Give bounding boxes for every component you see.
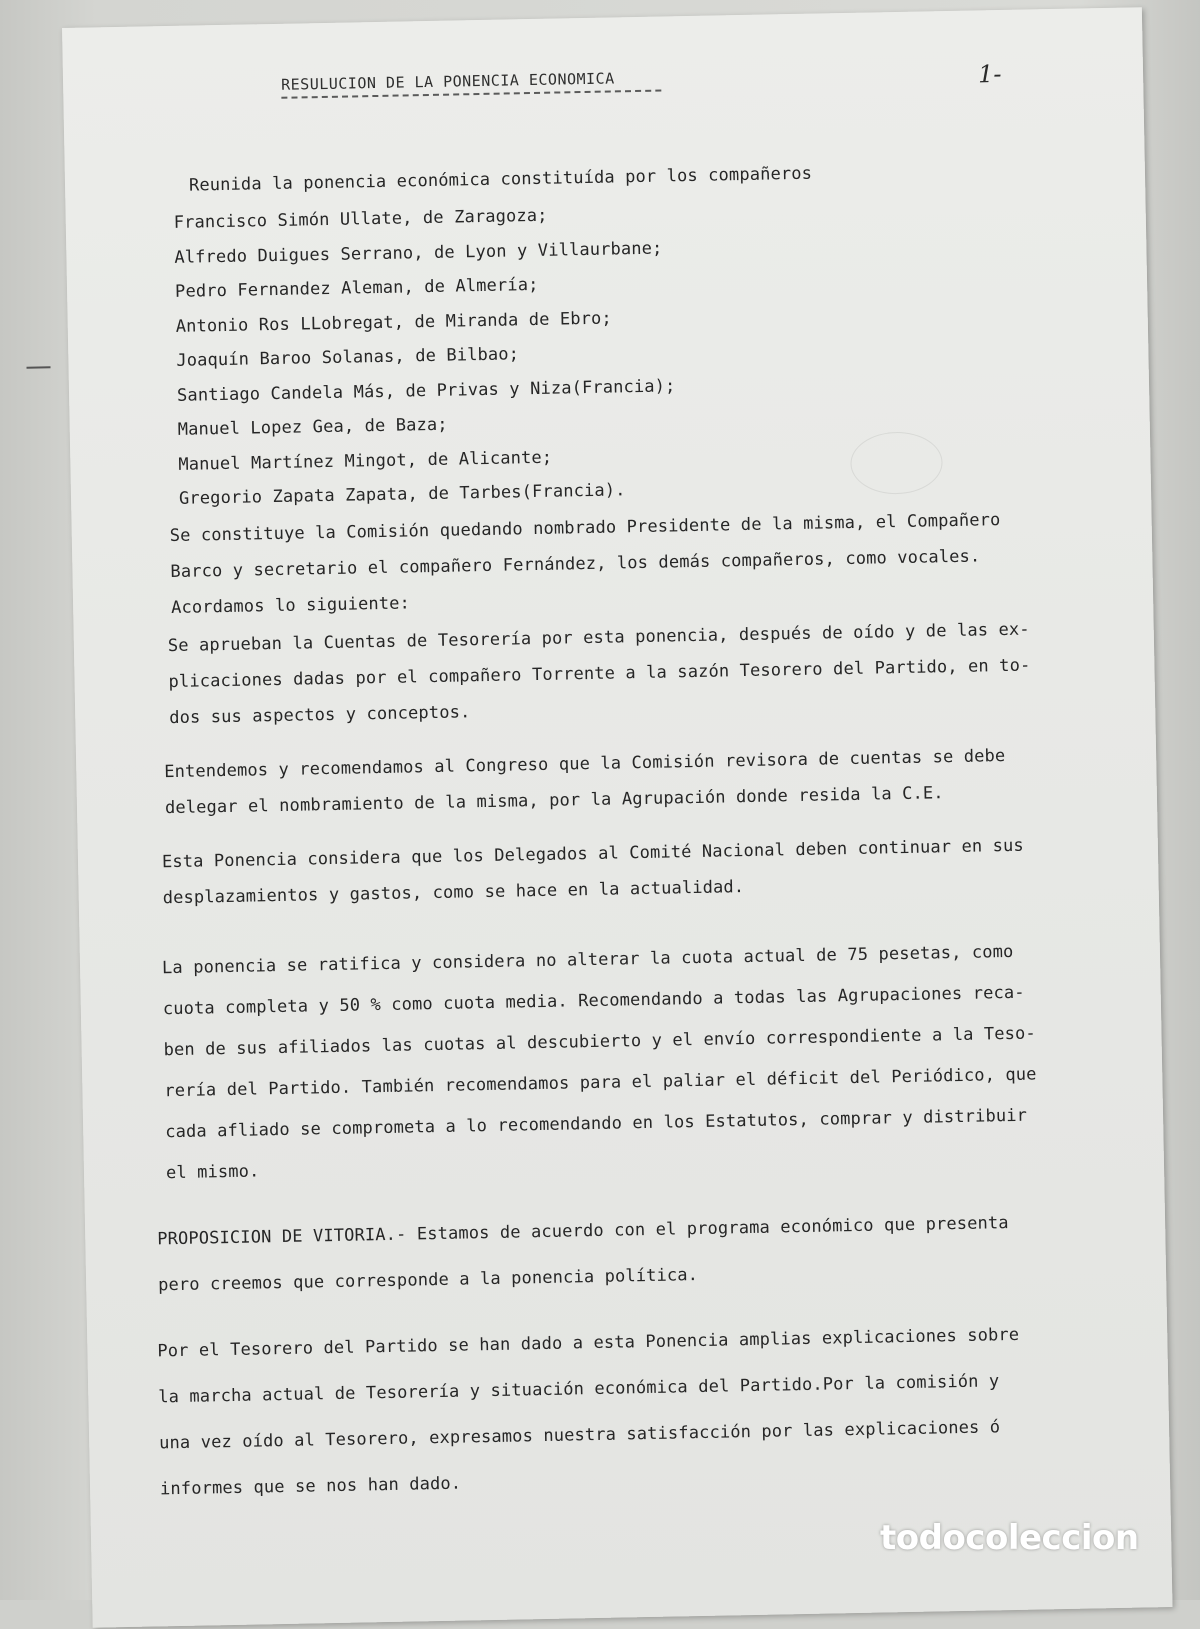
paragraph-line: Se aprueban la Cuentas de Tesorería por esta ponencia, después de oído y de las ex- — [167, 619, 1030, 657]
paragraph-line: ben de sus afiliados las cuotas al descubierto y el envío correspondiente a la Teso- — [163, 1023, 1037, 1061]
paragraph-line: una vez oído al Tesorero, expresamos nuestra satisfacción por las explicaciones ó — [158, 1417, 1001, 1454]
member-item: Alfredo Duigues Serrano, de Lyon y Villaurbane; — [174, 238, 663, 268]
paragraph-line: desplazamientos y gastos, como se hace en la actualidad. — [162, 877, 745, 909]
member-item: Gregorio Zapata Zapata, de Tarbes(Francia). — [178, 480, 626, 509]
member-item: Santiago Candela Más, de Privas y Niza(Francia); — [176, 375, 676, 406]
delegates-paragraph — [162, 828, 1025, 917]
paragraph-line: el mismo. — [165, 1161, 260, 1184]
document-page — [62, 7, 1173, 1627]
members-list — [173, 196, 677, 516]
paragraph-line: plicaciones dadas por el compañero Torrente a la sazón Tesorero del Partido, en to- — [168, 655, 1031, 693]
paragraph-line: pero creemos que corresponde a la ponencia política. — [157, 1265, 699, 1296]
paragraph-line: La ponencia se ratifica y considera no alterar la cuota actual de 75 pesetas, como — [161, 941, 1014, 979]
review-commission-paragraph — [164, 738, 1006, 826]
treasurer-paragraph — [157, 1312, 1022, 1513]
paragraph-line: Se constituye la Comisión quedando nombrado Presidente de la misma, el Compañero — [169, 510, 1001, 547]
paragraph-line: Entendemos y recomendamos al Congreso que la Comisión revisora de cuentas se debe — [164, 746, 1006, 783]
site-watermark: todocoleccion — [880, 1518, 1139, 1558]
paragraph-line: informes que se nos han dado. — [159, 1473, 462, 1500]
paragraph-line: cada afliado se comprometa a lo recomendando en los Estatutos, comprar y distribuir — [165, 1105, 1028, 1143]
paragraph-line: dos sus aspectos y conceptos. — [169, 702, 471, 729]
intro-line: Reunida la ponencia económica constituída por los compañeros — [188, 163, 813, 196]
intro-paragraph — [189, 156, 813, 204]
accounts-paragraph — [168, 612, 1032, 737]
quota-paragraph — [162, 932, 1039, 1195]
paragraph-line: rería del Partido. También recomendamos para el paliar el déficit del Periódico, que — [164, 1064, 1037, 1102]
page-number: 1- — [977, 59, 1002, 89]
vitoria-paragraph — [157, 1200, 1010, 1308]
member-item: Manuel Lopez Gea, de Baza; — [177, 414, 448, 440]
paragraph-line: la marcha actual de Tesorería y situación económica del Partido.Por la comisión y — [158, 1371, 1000, 1408]
member-item: Pedro Fernandez Aleman, de Almería; — [174, 274, 539, 302]
paragraph-line: Barco y secretario el compañero Fernández, los demás compañeros, como vocales. — [170, 546, 981, 583]
member-item: Joaquín Baroo Solanas, de Bilbao; — [176, 344, 520, 371]
paragraph-line: PROPOSICION DE VITORIA.- Estamos de acuerdo con el programa económico que presenta — [157, 1213, 1009, 1250]
commission-paragraph — [169, 502, 1002, 626]
paragraph-line: cuota completa y 50 % como cuota media. Recomendando a todas las Agrupaciones reca- — [162, 982, 1025, 1020]
member-item: Manuel Martínez Mingot, de Alicante; — [178, 447, 553, 475]
paragraph-line: Esta Ponencia considera que los Delegados al Comité Nacional deben continuar en sus — [161, 835, 1025, 873]
paragraph-line: Por el Tesorero del Partido se han dado a esta Ponencia amplias explicaciones sobre — [157, 1324, 1020, 1362]
faded-stamp — [850, 431, 943, 495]
member-item: Antonio Ros LLobregat, de Miranda de Ebro; — [175, 307, 613, 337]
document-title: RESULUCION DE LA PONENCIA ECONOMICA — [280, 69, 615, 94]
paragraph-line: Acordamos lo siguiente: — [170, 593, 411, 619]
member-item: Francisco Simón Ullate, de Zaragoza; — [173, 205, 548, 233]
paragraph-line: delegar el nombramiento de la misma, por la Agrupación donde resida la C.E. — [164, 783, 944, 819]
